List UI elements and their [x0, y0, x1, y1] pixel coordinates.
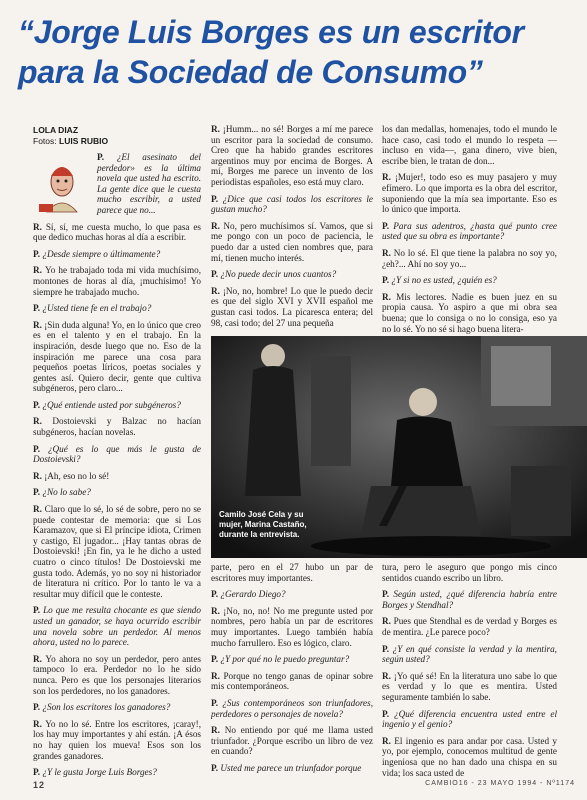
interview-question	[211, 194, 373, 215]
byline-photos-label: Fotos:	[33, 136, 57, 146]
speaker-marker: R.	[382, 670, 394, 681]
interview-question	[33, 249, 201, 260]
speaker-marker: P.	[33, 487, 43, 498]
speaker-marker: P.	[33, 443, 48, 454]
interview-question	[33, 303, 201, 314]
speaker-marker: R.	[382, 247, 394, 258]
paragraph-text: Dostoievski y Balzac no hacían subgéneros, hacían novelas.	[33, 416, 201, 438]
speaker-marker: R.	[211, 605, 224, 616]
speaker-marker: P.	[382, 589, 394, 600]
speaker-marker: P.	[33, 303, 43, 314]
paragraph-text: ¡Humm... no sé! Borges a mí me parece un escritor para la sociedad de consumo. Creo que ha habido grandes escritores argentinos muy por encima de Borges. A mí, Borges me parece un invento de los periodistas españoles, eso está muy claro.	[211, 124, 373, 187]
interview-question	[211, 654, 373, 665]
speaker-marker: R.	[33, 504, 45, 515]
speaker-marker: P.	[382, 643, 393, 654]
interview-question	[211, 698, 373, 719]
speaker-marker: P.	[211, 654, 221, 665]
photo-caption: Camilo José Cela y su mujer, Marina Castaño, durante la entrevista.	[219, 510, 307, 539]
interview-answer	[211, 562, 373, 583]
interview-answer	[33, 504, 201, 599]
paragraph-text: Sí, sí, me cuesta mucho, lo que pasa es que dedico muchas horas al día a escribir.	[33, 221, 201, 243]
speaker-marker: R.	[33, 265, 45, 276]
paragraph-text: Claro que lo sé, lo sé de sobre, pero no se puede contestar de memoria: que si Los Karamazov, que si El príncipe idiota, Crimen y castigo, El jugador... ¡Hay tantas obras de Dostoievski! ¡En fin, ya le he dicho a usted cuatro o cinco títulos! De Dostoievski me gusta todo. Además, yo no soy ni historiador de literatura ni crítico. Por lo tanto le va a resultar muy difícil que le conteste.	[33, 504, 201, 599]
speaker-marker: R.	[382, 172, 395, 183]
paragraph-text: parte, pero en el 27 hubo un par de escritores muy importantes.	[211, 562, 373, 583]
paragraph-text: Lo que me resulta chocante es que siendo usted un ganador, se haya ocurrido escribir una novela sobre un perdedor. Al menos ahora, usted no lo parece.	[33, 605, 201, 648]
speaker-marker: P.	[33, 702, 43, 713]
speaker-marker: P.	[382, 220, 394, 231]
interview-answer	[211, 221, 373, 263]
speaker-marker: R.	[382, 616, 394, 627]
interview-question	[382, 709, 557, 730]
paragraph-text: ¿Y si no es usted, ¿quién es?	[391, 275, 497, 286]
speaker-marker: R.	[33, 319, 45, 330]
paragraph-text: ¿Dice que casi todos los escritores le gustan mucho?	[211, 193, 373, 215]
interview-question	[33, 444, 201, 465]
interview-answer	[382, 172, 557, 214]
speaker-marker: P.	[97, 152, 117, 162]
interview-question	[33, 400, 201, 411]
paragraph-text: ¿No lo sabe?	[42, 487, 91, 498]
text-column-3-bottom	[382, 562, 557, 790]
paragraph-text: ¿Usted tiene fe en el trabajo?	[42, 303, 152, 314]
paragraph-text: Yo no lo sé. Entre los escritores, ¡caray!, los hay muy importantes y ahí están. ¡A ésos no hay quien los mueva! Esos son los grandes ganadores.	[33, 718, 201, 761]
paragraph-text: ¿Y en qué consiste la verdad y la mentira, según usted?	[382, 643, 557, 665]
speaker-marker: P.	[33, 605, 44, 616]
paragraph-text: ¡Sin duda alguna! Yo, en lo único que creo es en el talento y en el trabajo. En la inspiración, desde luego que no. Eso de la inspiración me parece una cosa para pequeños poetas líricos, poetas sociales y gentes así. Quiero decir, gente que cultiva subgéneros, pero claro...	[33, 319, 201, 394]
interview-answer	[211, 606, 373, 648]
interview-answer	[211, 725, 373, 757]
interview-question	[211, 763, 373, 774]
interview-answer	[33, 719, 201, 761]
paragraph-text: Yo he trabajado toda mi vida muchísimo, montones de horas al día, ¡muchísimo! Yo siempre he trabajado mucho.	[33, 265, 201, 297]
speaker-marker: R.	[33, 470, 45, 481]
interview-question	[382, 221, 557, 242]
interview-question	[382, 275, 557, 286]
speaker-marker: P.	[382, 708, 395, 719]
publication-footer: CAMBIO16 - 23 MAYO 1994 - Nº1174	[425, 780, 575, 787]
paragraph-text: ¡No, no, no! No me pregunte usted por nombres, pero había un par de escritores muy importantes. Luego también había mucho farrullero. Eso es lógico, claro.	[211, 605, 373, 648]
speaker-marker: R.	[33, 416, 53, 427]
interview-answer	[33, 471, 201, 482]
paragraph-text: ¡Mujer!, todo eso es muy pasajero y muy efímero. Lo que importa es la obra del escritor, suponiendo que la mía sea importante. Eso es lo único que importa.	[382, 172, 557, 215]
paragraph-text: ¿Qué es lo que más le gusta de Dostoievski?	[33, 443, 201, 465]
interview-answer	[33, 654, 201, 696]
paragraph-text: Según usted, ¿qué diferencia habría entre Borges y Stendhal?	[382, 589, 557, 610]
paragraph-text: Yo ahora no soy un perdedor, pero antes tampoco lo era. Perdedor no lo he sido nunca. Pero es que los personajes literarios son los perdedores, no los ganadores.	[33, 653, 201, 696]
speaker-marker: P.	[211, 697, 223, 708]
headline: “Jorge Luis Borges es un escritor para la Sociedad de Consumo”	[18, 14, 524, 90]
paragraph-text: ¿Son los escritores los ganadores?	[42, 702, 171, 713]
paragraph-text: ¡Ah, eso no lo sé!	[44, 470, 110, 481]
byline-author: LOLA DIAZ	[33, 125, 79, 135]
speaker-marker: R.	[211, 670, 224, 681]
interview-answer	[33, 265, 201, 297]
interview-answer	[382, 616, 557, 637]
paragraph-text: ¿Sus contemporáneos son triunfadores, perdedores o personajes de novela?	[211, 697, 373, 719]
paragraph-text: ¿No puede decir unos cuantos?	[220, 269, 337, 280]
interview-answer	[382, 736, 557, 778]
paragraph-text: Usted me parece un triunfador porque	[220, 762, 362, 773]
interview-question	[33, 702, 201, 713]
paragraph-text: ¿Gerardo Diego?	[220, 589, 286, 600]
byline-photographer: LUIS RUBIO	[59, 136, 109, 146]
speaker-marker: R.	[33, 653, 46, 664]
interview-answer	[33, 416, 201, 437]
speaker-marker: P.	[211, 193, 223, 204]
paragraph-text: Porque no tengo ganas de opinar sobre mis contemporáneos.	[211, 670, 373, 692]
interview-photo	[211, 336, 587, 558]
paragraph-text: No, pero muchísimos sí. Vamos, que si me pongo con un poco de paciencia, le puedo dar a usted cien nombres que, para mí, tienen mucho interés.	[211, 220, 373, 263]
paragraph-text: ¡Yo qué sé! En la literatura uno sabe lo que es verdad y lo que es mentira. Usted seguramente también lo sabe.	[382, 670, 557, 702]
interview-question	[382, 644, 557, 665]
interview-question	[33, 605, 201, 647]
interview-answer	[382, 124, 557, 166]
text-column-2-bottom	[211, 562, 373, 790]
speaker-marker: P.	[33, 399, 43, 410]
paragraph-text: ¿Desde siempre o últimamente?	[42, 248, 161, 259]
paragraph-text: ¡No, no, hombre! Lo que le puedo decir es que del siglo XVI y XVII español me gustan casi todos. La picaresca entera; del 98, casi todo; del 27 una pequeña	[211, 285, 373, 328]
paragraph-text: ¿Y por qué no le puedo preguntar?	[220, 654, 350, 665]
interview-answer	[33, 320, 201, 394]
byline	[33, 125, 108, 147]
speaker-marker: R.	[33, 221, 46, 232]
paragraph-text: ¿Y le gusta Jorge Luis Borges?	[42, 767, 157, 778]
paragraph-text: No lo sé. El que tiene la palabra no soy yo, ¿eh?... Ahí no soy yo...	[382, 247, 557, 269]
speaker-marker: P.	[33, 767, 43, 778]
interview-answer	[211, 671, 373, 692]
speaker-marker: R.	[211, 725, 225, 736]
interview-answer	[382, 671, 557, 703]
speaker-marker: P.	[33, 248, 43, 259]
speaker-marker: R.	[382, 291, 397, 302]
interview-answer	[211, 124, 373, 188]
speaker-marker: R.	[211, 285, 223, 296]
paragraph-text: El ingenio es para andar por casa. Usted y yo, por ejemplo, conocemos multitud de gente ingeniosa que no han dado una chispa en su vida; los saca usted de	[382, 735, 557, 778]
interview-question	[33, 767, 201, 778]
paragraph-text: Para sus adentros, ¿hasta qué punto cree usted que su obra es importante?	[382, 220, 557, 242]
page-number: 12	[33, 780, 46, 790]
interview-answer	[382, 292, 557, 334]
text-column-2-top	[211, 124, 373, 334]
speaker-marker: P.	[382, 275, 392, 286]
speaker-marker: P.	[211, 762, 221, 773]
interview-question	[33, 487, 201, 498]
paragraph-text: ¿Qué entiende usted por subgéneros?	[42, 399, 181, 410]
speaker-marker: P.	[211, 589, 221, 600]
caricature-illustration	[33, 152, 91, 214]
interview-answer	[211, 286, 373, 328]
interview-question	[211, 269, 373, 280]
paragraph-text: ¿El asesinato del perdedor» es la última novela que usted ha escrito. La gente dice que le cuesta mucho escribir, a usted parece que no...	[97, 152, 201, 215]
interview-answer	[382, 562, 557, 583]
text-column-3-top	[382, 124, 557, 334]
speaker-marker: R.	[382, 735, 395, 746]
speaker-marker: R.	[211, 124, 223, 134]
paragraph-text: Mis lectores. Nadie es buen juez en su propia causa. Yo aspiro a que mi obra sea buena; que lo consiga o no lo consiga, eso ya no lo sé. Yo no sé si hago buena litera-	[382, 291, 557, 334]
speaker-marker: P.	[211, 269, 221, 280]
paragraph-text: Pues que Stendhal es de verdad y Borges es de mentira. ¿Le parece poco?	[382, 616, 557, 637]
interview-answer	[33, 222, 201, 243]
interview-question	[382, 589, 557, 610]
paragraph-text: No entiendo por qué me llama usted triunfador. ¿Porque escribo un libro de vez en cuando?	[211, 725, 373, 757]
paragraph-text: tura, pero le aseguro que pongo mis cinco sentidos cuando escribo un libro.	[382, 562, 557, 583]
paragraph-text: los dan medallas, homenajes, todo el mundo le hace caso, casi todo el mundo lo respeta —incluso en vida—, gana dinero, vive bien, escribe bien, le tratan de don...	[382, 124, 557, 166]
text-column-1	[33, 152, 201, 790]
interview-answer	[382, 248, 557, 269]
speaker-marker: R.	[211, 220, 224, 231]
interview-question	[211, 589, 373, 600]
paragraph-text: ¿Qué diferencia encuentra usted entre el ingenio y el genio?	[382, 708, 557, 730]
speaker-marker: R.	[33, 718, 46, 729]
